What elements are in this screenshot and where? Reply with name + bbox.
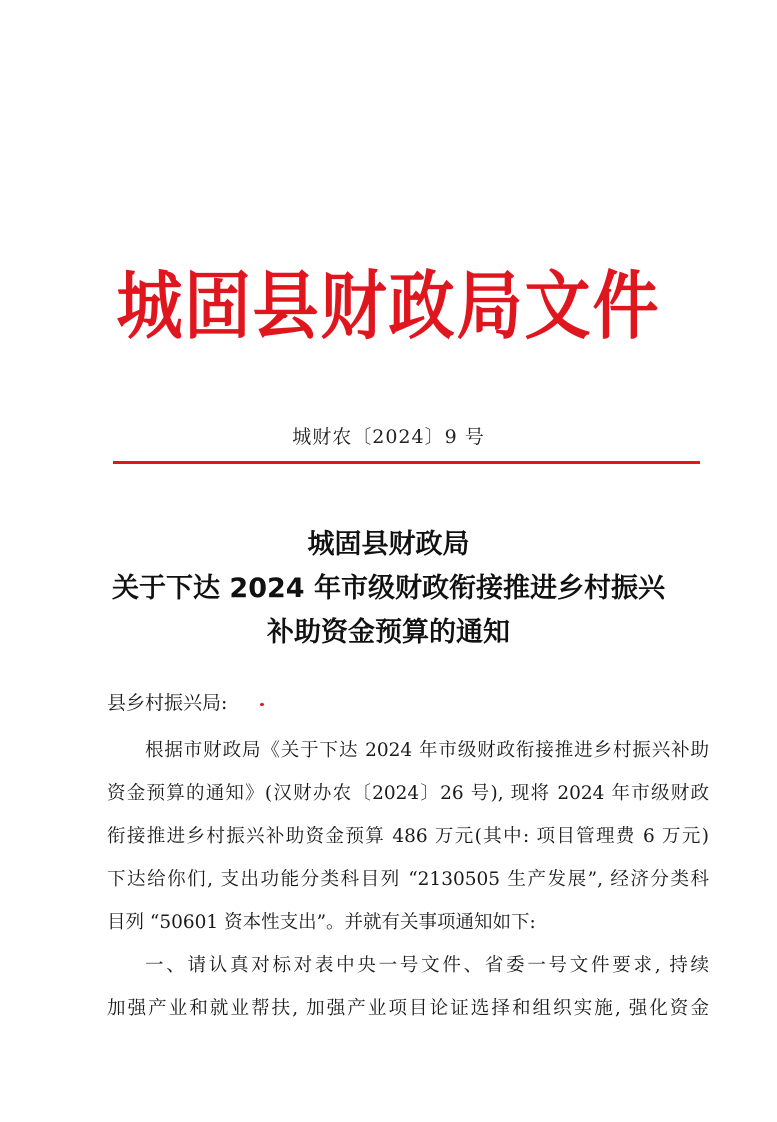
body-paragraph-1 (107, 729, 709, 944)
paragraph-line: 加强产业和就业帮扶, 加强产业项目论证选择和组织实施, 强化资金 (107, 998, 709, 1019)
paragraph-line: 一、请认真对标对表中央一号文件、省委一号文件要求, 持续 (145, 955, 709, 976)
paragraph-line: 根据市财政局《关于下达 2024 年市级财政衔接推进乡村振兴补助 (145, 740, 709, 761)
red-ink-mark (260, 703, 264, 706)
paragraph-line: 资金预算的通知》(汉财办农〔2024〕26 号), 现将 2024 年市级财政 (107, 783, 709, 804)
red-divider-line (113, 461, 700, 464)
paragraph-line: 目列 “50601 资本性支出”。并就有关事项通知如下: (107, 912, 536, 933)
body-paragraph-2 (107, 944, 709, 1030)
title-line-2: 关于下达 2024 年市级财政衔接推进乡村振兴 (112, 573, 665, 604)
paragraph-line: 下达给你们, 支出功能分类科目列 “2130505 生产发展”, 经济分类科 (107, 869, 709, 890)
paragraph-line: 衔接推进乡村振兴补助资金预算 486 万元(其中: 项目管理费 6 万元) (107, 826, 709, 847)
document-number: 城财农〔2024〕9 号 (292, 426, 485, 448)
salutation: 县乡村振兴局: (107, 692, 228, 714)
title-line-1: 城固县财政局 (307, 529, 470, 560)
notice-title (0, 523, 777, 655)
title-line-3: 补助资金预算的通知 (267, 617, 510, 648)
masthead-title: 城固县财政局文件 (116, 263, 661, 350)
